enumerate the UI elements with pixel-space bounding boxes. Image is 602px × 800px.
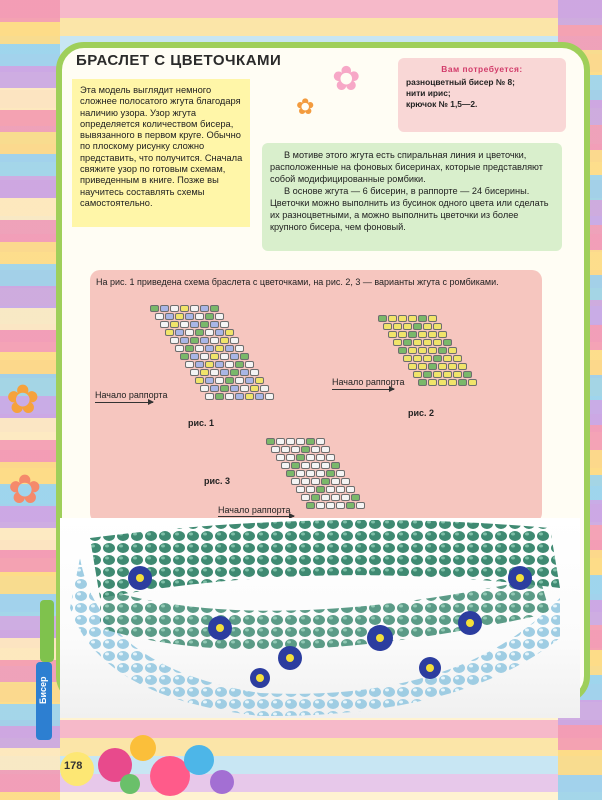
- bead: [296, 470, 305, 477]
- bead: [235, 345, 244, 352]
- bead: [296, 454, 305, 461]
- bead: [403, 339, 412, 346]
- bead: [448, 363, 457, 370]
- bead: [195, 329, 204, 336]
- bead: [331, 478, 340, 485]
- bead: [383, 323, 392, 330]
- bead: [170, 321, 179, 328]
- bead: [180, 305, 189, 312]
- bead: [220, 369, 229, 376]
- bead: [210, 305, 219, 312]
- bead: [200, 369, 209, 376]
- bead: [155, 313, 164, 320]
- bead: [291, 478, 300, 485]
- bead: [170, 337, 179, 344]
- bead: [351, 494, 360, 501]
- bead: [433, 323, 442, 330]
- bead: [408, 363, 417, 370]
- bead: [311, 462, 320, 469]
- bead: [235, 361, 244, 368]
- bead: [215, 393, 224, 400]
- bead: [296, 438, 305, 445]
- bead: [281, 446, 290, 453]
- bead: [326, 470, 335, 477]
- bead: [413, 339, 422, 346]
- page-title: БРАСЛЕТ С ЦВЕТОЧКАМИ: [76, 52, 282, 69]
- bead: [443, 355, 452, 362]
- bead: [336, 502, 345, 509]
- bead: [428, 379, 437, 386]
- bead: [190, 369, 199, 376]
- bead: [165, 329, 174, 336]
- bead: [453, 371, 462, 378]
- bead: [428, 315, 437, 322]
- bead: [225, 393, 234, 400]
- bead: [443, 371, 452, 378]
- bead: [185, 313, 194, 320]
- bead: [428, 331, 437, 338]
- flower-icon: ✿: [332, 60, 361, 98]
- bead: [220, 353, 229, 360]
- bead: [205, 329, 214, 336]
- bead: [205, 313, 214, 320]
- bead: [423, 355, 432, 362]
- bead: [210, 337, 219, 344]
- section-tab-accent: [40, 600, 54, 662]
- bracelet-photo: [60, 518, 580, 718]
- bead: [175, 329, 184, 336]
- bead: [398, 347, 407, 354]
- bead: [255, 393, 264, 400]
- bead: [260, 385, 269, 392]
- bead: [428, 347, 437, 354]
- bead: [413, 355, 422, 362]
- bead: [266, 438, 275, 445]
- fig2-label: рис. 2: [408, 408, 435, 418]
- bead: [341, 494, 350, 501]
- bead: [453, 355, 462, 362]
- bead: [341, 478, 350, 485]
- bead: [210, 321, 219, 328]
- bead: [190, 337, 199, 344]
- bead: [190, 353, 199, 360]
- bead: [413, 371, 422, 378]
- bead: [220, 385, 229, 392]
- bead: [418, 315, 427, 322]
- bead: [160, 305, 169, 312]
- bead: [438, 347, 447, 354]
- bead: [438, 363, 447, 370]
- bead: [346, 502, 355, 509]
- bead: [220, 321, 229, 328]
- flower-icon: ✿: [6, 378, 40, 422]
- bead: [150, 305, 159, 312]
- bead: [160, 321, 169, 328]
- bead: [378, 315, 387, 322]
- bead: [463, 371, 472, 378]
- bead: [316, 486, 325, 493]
- bead: [433, 355, 442, 362]
- fig1-label: рис. 1: [188, 418, 215, 428]
- bead: [291, 462, 300, 469]
- bead: [418, 347, 427, 354]
- bead: [448, 379, 457, 386]
- bead: [408, 315, 417, 322]
- intro-text: Эта модель выглядит немного сложнее полосатого жгута благодаря наличию узора. Узор жгута определяется количеством бисера, вывязанного в первом круге. Обычно по плоскому рисунку сложно представить, что получится. Сначала свяжите узор по готовым схемам, приведенным в книге. Позже вы научитесь составлять схемы самостоятельно.: [72, 79, 250, 227]
- bead: [200, 305, 209, 312]
- bead: [326, 502, 335, 509]
- bead: [230, 337, 239, 344]
- motif-paragraph: В мотиве этого жгута есть спиральная линия и цветочки, расположенные на фоновых бисеринах, которые представляют собой модифицированные ромбики.: [270, 150, 543, 184]
- bead: [250, 385, 259, 392]
- bead: [230, 369, 239, 376]
- bead: [286, 438, 295, 445]
- bead: [438, 379, 447, 386]
- bead: [185, 361, 194, 368]
- section-tab: [36, 662, 52, 740]
- motif-paragraph: В основе жгута — 6 бисерин, в раппорте — 24 бисерины. Цветочки можно выполнить из бусинок одного цвета или сделать их разноцветными, а можно выполнить цветочки из более крупного бисера, чем фоновый.: [270, 186, 549, 232]
- bead: [418, 363, 427, 370]
- bead: [428, 363, 437, 370]
- bead: [316, 502, 325, 509]
- bead: [215, 313, 224, 320]
- bead: [418, 379, 427, 386]
- bead: [230, 353, 239, 360]
- bead: [321, 462, 330, 469]
- arrow-icon: [332, 389, 394, 390]
- bead: [210, 353, 219, 360]
- bead: [398, 315, 407, 322]
- bead: [321, 446, 330, 453]
- bead: [336, 486, 345, 493]
- bead: [443, 339, 452, 346]
- bead: [245, 377, 254, 384]
- bead: [195, 313, 204, 320]
- bead: [398, 331, 407, 338]
- materials-header: Вам потребуется:: [441, 64, 523, 74]
- arrow-icon: [218, 516, 294, 517]
- flower-icon: ✿: [8, 468, 42, 512]
- bead: [240, 369, 249, 376]
- start-label: Начало раппорта: [95, 390, 168, 400]
- bead: [393, 323, 402, 330]
- bead: [165, 313, 174, 320]
- bead: [255, 377, 264, 384]
- bead: [438, 331, 447, 338]
- bead: [205, 345, 214, 352]
- bead: [433, 339, 442, 346]
- bead: [301, 446, 310, 453]
- bead: [336, 470, 345, 477]
- bead: [458, 363, 467, 370]
- bead: [240, 353, 249, 360]
- bead: [215, 377, 224, 384]
- bead: [250, 369, 259, 376]
- bead: [331, 462, 340, 469]
- bead: [316, 470, 325, 477]
- bead: [311, 478, 320, 485]
- bead: [423, 339, 432, 346]
- bead: [291, 446, 300, 453]
- bead: [276, 454, 285, 461]
- bead: [225, 377, 234, 384]
- fig3-label: рис. 3: [204, 476, 231, 486]
- bead: [408, 331, 417, 338]
- bead: [190, 305, 199, 312]
- bead: [225, 345, 234, 352]
- bead: [210, 385, 219, 392]
- bead: [296, 486, 305, 493]
- bead: [403, 355, 412, 362]
- materials-item: крючок № 1,5—2.: [406, 99, 478, 109]
- arrow-icon: [95, 402, 153, 403]
- bead: [190, 321, 199, 328]
- materials-item: разноцветный бисер № 8;: [406, 77, 515, 87]
- bead: [175, 345, 184, 352]
- bead: [210, 369, 219, 376]
- bead: [185, 345, 194, 352]
- bead: [311, 494, 320, 501]
- bead: [311, 446, 320, 453]
- bead: [448, 347, 457, 354]
- motif-text-box: [262, 143, 562, 251]
- bead: [306, 438, 315, 445]
- start-label: Начало раппорта: [332, 377, 405, 387]
- bead: [265, 393, 274, 400]
- materials-box: [398, 58, 566, 132]
- bead: [408, 347, 417, 354]
- start-label: Начало раппорта: [218, 505, 291, 515]
- bead: [170, 305, 179, 312]
- bead: [205, 377, 214, 384]
- bead: [413, 323, 422, 330]
- bead: [215, 361, 224, 368]
- section-tab-label: Бисер: [38, 676, 48, 704]
- bead: [418, 331, 427, 338]
- bead: [306, 502, 315, 509]
- bead: [271, 446, 280, 453]
- bead: [175, 313, 184, 320]
- bead: [326, 486, 335, 493]
- bead: [316, 454, 325, 461]
- bead: [301, 494, 310, 501]
- scheme-caption: На рис. 1 приведена схема браслета с цветочками, на рис. 2, 3 — варианты жгута с ромбиками.: [96, 277, 499, 287]
- bead: [205, 361, 214, 368]
- bead: [235, 393, 244, 400]
- bead: [316, 438, 325, 445]
- bead: [195, 377, 204, 384]
- bead: [195, 361, 204, 368]
- bead: [403, 323, 412, 330]
- bead: [321, 494, 330, 501]
- bead: [321, 478, 330, 485]
- bead: [225, 329, 234, 336]
- bead: [346, 486, 355, 493]
- bead: [220, 337, 229, 344]
- page-number: 178: [64, 760, 83, 772]
- bead: [200, 337, 209, 344]
- bead: [326, 454, 335, 461]
- bead: [225, 361, 234, 368]
- bead: [306, 454, 315, 461]
- bead: [286, 454, 295, 461]
- bead: [331, 494, 340, 501]
- bead: [433, 371, 442, 378]
- bead: [245, 361, 254, 368]
- bead: [388, 331, 397, 338]
- bead: [180, 321, 189, 328]
- bead: [423, 323, 432, 330]
- bead: [240, 385, 249, 392]
- flower-icon: ✿: [296, 94, 315, 119]
- bead: [230, 385, 239, 392]
- bead: [301, 462, 310, 469]
- bead: [306, 486, 315, 493]
- bead: [356, 502, 365, 509]
- bead: [245, 393, 254, 400]
- bead: [235, 377, 244, 384]
- bead: [215, 329, 224, 336]
- bead: [286, 470, 295, 477]
- bead: [301, 478, 310, 485]
- bead: [185, 329, 194, 336]
- bead: [281, 462, 290, 469]
- bead: [195, 345, 204, 352]
- bead: [205, 393, 214, 400]
- bead: [468, 379, 477, 386]
- materials-item: нити ирис;: [406, 88, 451, 98]
- bead: [306, 470, 315, 477]
- bead: [423, 371, 432, 378]
- bead: [200, 385, 209, 392]
- bead: [393, 339, 402, 346]
- bead: [180, 353, 189, 360]
- bead: [200, 321, 209, 328]
- bead: [276, 438, 285, 445]
- bead: [458, 379, 467, 386]
- bead: [215, 345, 224, 352]
- bead: [200, 353, 209, 360]
- bead: [388, 315, 397, 322]
- bead: [180, 337, 189, 344]
